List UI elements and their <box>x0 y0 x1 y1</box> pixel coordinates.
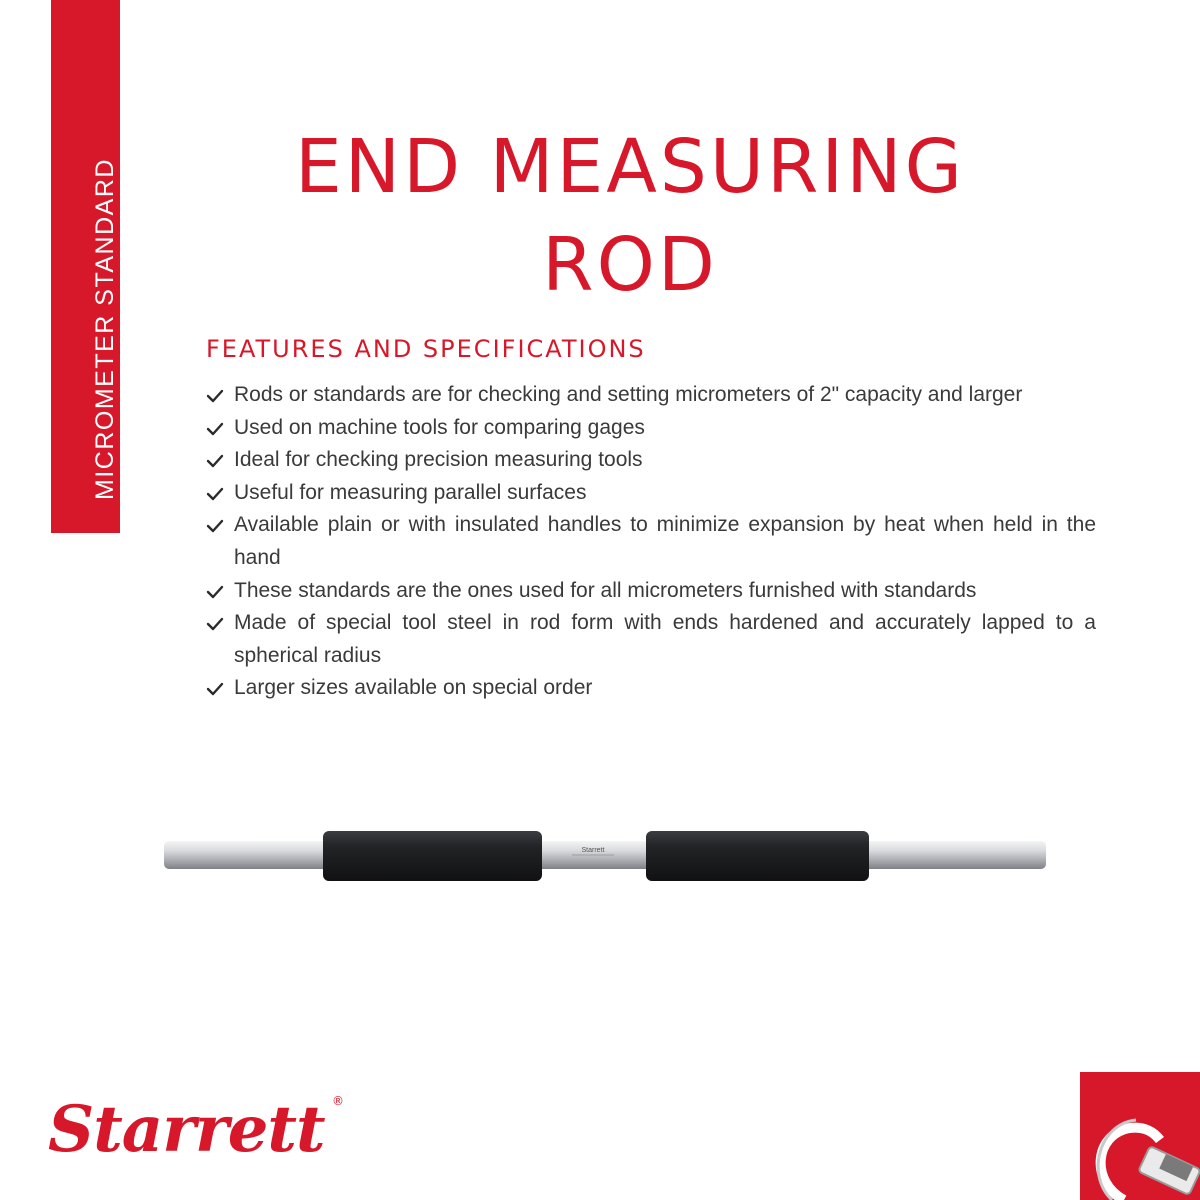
feature-text: Rods or standards are for checking and setting micrometers of 2" capacity and larger <box>234 383 1023 406</box>
right-handle <box>646 831 869 881</box>
feature-text: Available plain or with insulated handles to minimize expansion by heat when held in the hand <box>234 513 1096 569</box>
checkmark-icon <box>204 477 234 509</box>
list-item <box>204 412 1096 445</box>
feature-text: These standards are the ones used for all micrometers furnished with standards <box>234 578 977 602</box>
list-item <box>204 607 1096 672</box>
feature-text: Useful for measuring parallel surfaces <box>234 480 587 504</box>
micrometer-icon <box>1080 1072 1200 1200</box>
title-line-2: ROD <box>542 222 718 308</box>
rod-engraving: Starrett <box>581 847 605 854</box>
list-item <box>204 477 1096 510</box>
feature-text: Used on machine tools for comparing gages <box>234 415 645 439</box>
title-line-1: END MEASURING <box>295 124 965 210</box>
checkmark-icon <box>204 412 234 444</box>
checkmark-icon <box>204 672 234 704</box>
starrett-logo <box>48 1085 348 1165</box>
list-item <box>204 575 1096 608</box>
end-measuring-rod-image <box>160 828 1050 888</box>
feature-text: Larger sizes available on special order <box>234 676 593 700</box>
brand-name: Starrett <box>48 1092 325 1165</box>
feature-text: Ideal for checking precision measuring tools <box>234 448 643 472</box>
checkmark-icon <box>204 575 234 607</box>
side-tab <box>51 0 120 533</box>
list-item <box>204 379 1096 412</box>
checkmark-icon <box>204 444 234 476</box>
list-item <box>204 672 1096 705</box>
checkmark-icon <box>204 607 234 639</box>
list-item <box>204 444 1096 477</box>
checkmark-icon <box>204 379 234 411</box>
features-list <box>204 379 1096 705</box>
feature-text: Made of special tool steel in rod form with ends hardened and accurately lapped to a spherical radius <box>234 611 1096 667</box>
checkmark-icon <box>204 509 234 541</box>
corner-badge <box>1080 1072 1200 1200</box>
registered-mark: ® <box>332 1094 344 1108</box>
page-title <box>190 118 1070 314</box>
left-handle <box>323 831 542 881</box>
side-tab-label: MICROMETER STANDARD <box>91 158 119 500</box>
list-item <box>204 509 1096 574</box>
section-heading: FEATURES AND SPECIFICATIONS <box>206 335 646 363</box>
